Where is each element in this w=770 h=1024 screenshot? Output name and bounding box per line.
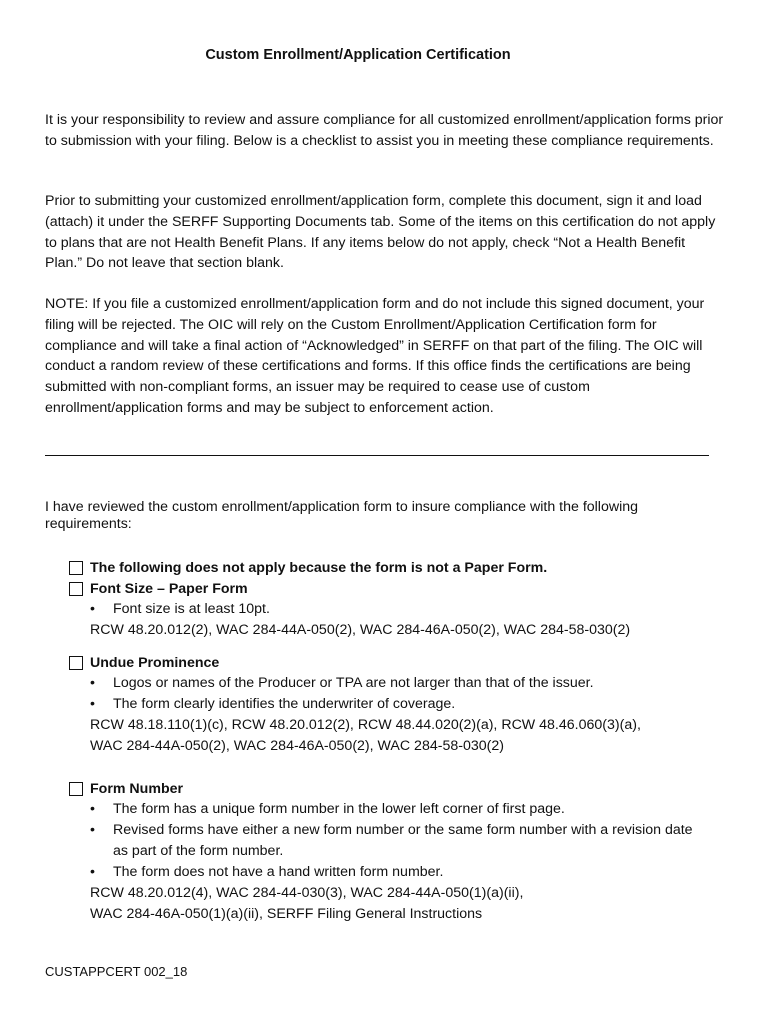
note-paragraph: NOTE: If you file a customized enrollment/application form and do not include this signed document, your filing will be rejected. The OIC will rely on the Custom Enrollment/Application Certification form for compliance and will take a final action of “Acknowledged” in SERFF on that part of the filing. The OIC will conduct a random review of these certifications and forms. If this office finds the certifications are being submitted with non-compliant forms, an issuer may be required to cease use of custom enrollment/application forms and may be subject to enforcement action. — [45, 296, 705, 416]
form-code: CUSTAPPCERT 002_18 — [45, 964, 188, 979]
font-size-references: RCW 48.20.012(2), WAC 284-44A-050(2), WAC 284-46A-050(2), WAC 284-58-030(2) — [90, 622, 631, 638]
intro-paragraph: It is your responsibility to review and assure compliance for all customized enrollment/application forms prior to submission with your filing. Below is a checklist to assist you in meeting these compliance requirements. — [45, 112, 724, 149]
undue-prominence-references-line-2: WAC 284-44A-050(2), WAC 284-46A-050(2), WAC 284-58-030(2) — [90, 738, 504, 754]
form-number-requirements — [69, 799, 729, 883]
review-statement: I have reviewed the custom enrollment/application form to insure compliance with the following requirements: — [45, 499, 639, 532]
bullet-icon: • — [90, 601, 95, 617]
form-number-checkbox[interactable] — [69, 782, 83, 796]
undue-prominence-references-line-1: RCW 48.18.110(1)(c), RCW 48.20.012(2), RCW 48.44.020(2)(a), RCW 48.46.060(3)(a), — [90, 717, 641, 733]
bullet-icon: • — [90, 801, 95, 817]
bullet-icon: • — [90, 822, 95, 838]
not-paper-form-label: The following does not apply because the form is not a Paper Form. — [90, 560, 548, 576]
checklist-item-font-size — [69, 579, 729, 641]
bullet-icon: • — [90, 675, 95, 691]
font-size-checkbox[interactable] — [69, 582, 83, 596]
list-item: • Revised forms have either a new form number or the same form number with a revision date as part of the form number. — [90, 822, 693, 859]
checklist-item-undue-prominence — [69, 653, 729, 757]
checklist-item-form-number — [69, 779, 729, 925]
bullet-icon: • — [90, 696, 95, 712]
section-divider — [45, 455, 709, 456]
list-item: • The form does not have a hand written form number. — [69, 862, 729, 883]
list-item: • The form has a unique form number in the lower left corner of first page. — [69, 799, 729, 820]
instructions-paragraph: Prior to submitting your customized enrollment/application form, complete this document, sign it and load (attach) it under the SERFF Supporting Documents tab. Some of the items on this certification do not apply to plans that are not Health Benefit Plans. If any items below do not apply, check “Not a Health Benefit Plan.” Do not leave that section blank. — [45, 193, 716, 272]
undue-prominence-label: Undue Prominence — [90, 655, 220, 671]
list-item: • Logos or names of the Producer or TPA are not larger than that of the issuer. — [69, 673, 729, 694]
bullet-icon: • — [90, 864, 95, 880]
undue-prominence-checkbox[interactable] — [69, 656, 83, 670]
not-paper-form-checkbox[interactable] — [69, 561, 83, 575]
list-item: • The form clearly identifies the underwriter of coverage. — [69, 694, 729, 715]
form-number-references-line-2: WAC 284-46A-050(1)(a)(ii), SERFF Filing General Instructions — [90, 906, 483, 922]
undue-prominence-requirements — [69, 673, 729, 715]
font-size-label: Font Size – Paper Form — [90, 581, 248, 597]
checklist-item-not-paper-form — [69, 558, 729, 578]
font-size-requirements — [69, 599, 729, 620]
list-item: • Font size is at least 10pt. — [69, 599, 729, 620]
page-title: Custom Enrollment/Application Certification — [205, 47, 511, 63]
form-number-references-line-1: RCW 48.20.012(4), WAC 284-44-030(3), WAC 284-44A-050(1)(a)(ii), — [90, 885, 524, 901]
form-number-label: Form Number — [90, 781, 184, 797]
